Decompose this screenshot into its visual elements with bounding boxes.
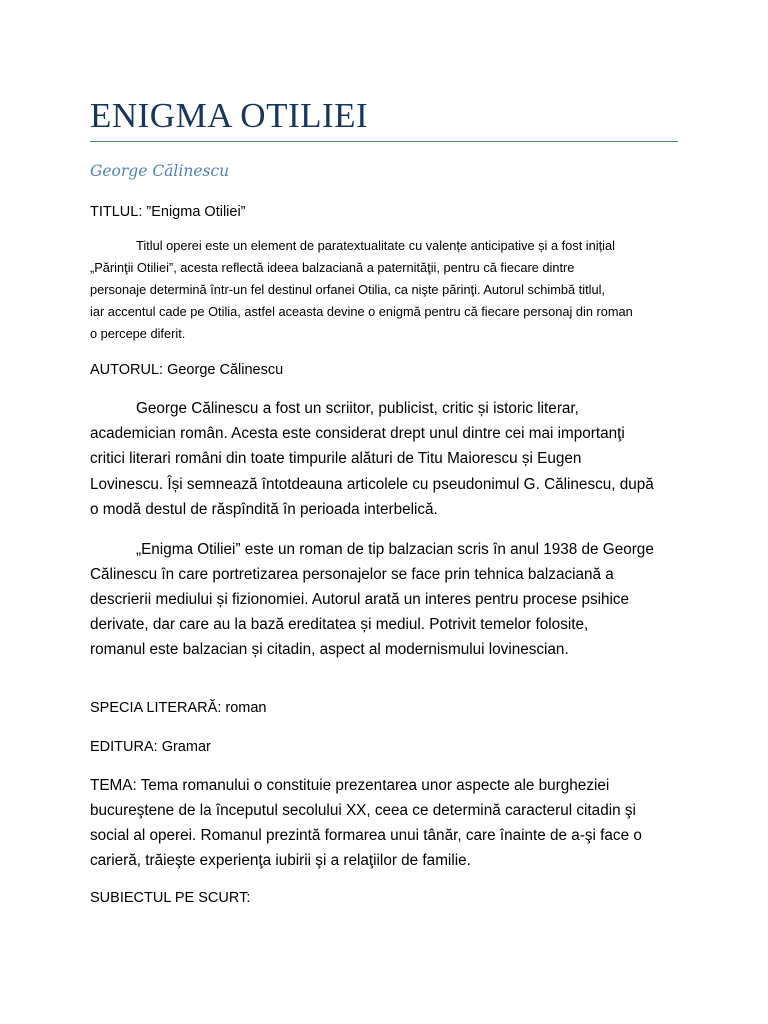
- editura: EDITURA: Gramar: [90, 739, 211, 755]
- tema-line: social al operei. Romanul prezintă formarea unui tânăr, care înainte de a-şi face o: [90, 827, 642, 844]
- roman-paragraph-line: Călinescu în care portretizarea personajelor se face prin tehnica balzaciană a: [90, 566, 614, 583]
- autorul-paragraph-line: o modă destul de răspîndită în perioada interbelică.: [90, 501, 438, 518]
- autorul-paragraph-line: academician român. Acesta este considerat drept unul dintre cei mai importanţi: [90, 425, 625, 442]
- roman-paragraph-line: „Enigma Otiliei” este un roman de tip balzacian scris în anul 1938 de George: [136, 541, 654, 558]
- subiectul-heading: SUBIECTUL PE SCURT:: [90, 890, 251, 906]
- autorul-paragraph-line: Lovinescu. Își semnează întotdeauna articolele cu pseudonimul G. Călinescu, după: [90, 476, 654, 493]
- roman-paragraph-line: descrierii mediului și fizionomiei. Autorul arată un interes pentru procese psihice: [90, 591, 630, 608]
- specia-literara: SPECIA LITERARĂ: roman: [90, 700, 267, 716]
- document-title: ENIGMA OTILIEI: [90, 96, 369, 135]
- autorul-heading: AUTORUL: George Călinescu: [90, 362, 284, 378]
- roman-paragraph-line: derivate, dar care au la bază ereditatea și mediul. Potrivit temelor folosite,: [90, 616, 589, 633]
- titlul-line: iar accentul cade pe Otilia, astfel aceasta devine o enigmă pentru că fiecare personaj din roman: [90, 304, 633, 319]
- tema-line: TEMA: Tema romanului o constituie prezentarea unor aspecte ale burgheziei: [90, 777, 610, 794]
- titlul-line: o percepe diferit.: [90, 326, 186, 341]
- titlul-line: „Părinţii Otiliei”, acesta reflectă ideea balzaciană a paternităţii, pentru că fiecare dintre: [90, 260, 575, 275]
- title-divider: [90, 141, 678, 142]
- autorul-paragraph-line: critici literari români din toate timpurile alături de Titu Maiorescu și Eugen: [90, 450, 582, 467]
- autorul-paragraph-line: George Călinescu a fost un scriitor, publicist, critic și istoric literar,: [136, 400, 579, 417]
- document-subtitle-author: George Călinescu: [90, 162, 230, 180]
- roman-paragraph-line: romanul este balzacian și citadin, aspect al modernismului lovinescian.: [90, 641, 569, 658]
- titlul-line: personaje determină într-un fel destinul orfanei Otilia, ca nişte părinţi. Autorul schimbă titlul,: [90, 282, 605, 297]
- titlul-heading: TITLUL: ”Enigma Otiliei”: [90, 204, 246, 220]
- tema-line: carieră, trăieşte experienţa iubirii şi a relaţiilor de familie.: [90, 852, 471, 869]
- tema-line: bucureştene de la începutul secolului XX, ceea ce determină caracterul citadin şi: [90, 802, 636, 819]
- titlul-line: Titlul operei este un element de paratextualitate cu valențe anticipative și a fost inițial: [136, 238, 615, 253]
